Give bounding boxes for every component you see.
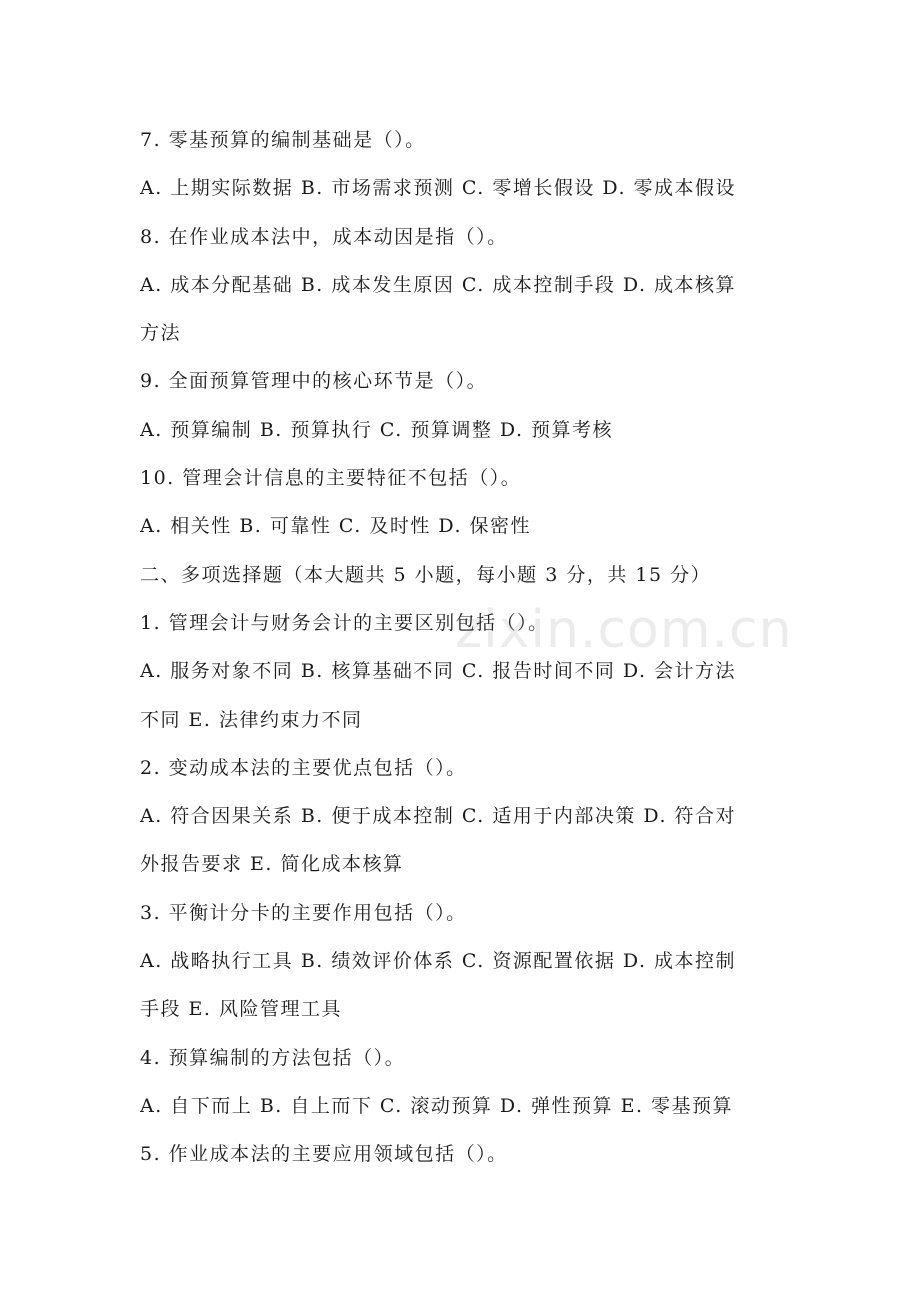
watermark: zixin.com.cn <box>455 600 793 660</box>
text-line: 1. 管理会计与财务会计的主要区别包括（）。 <box>140 611 549 634</box>
text-line: A. 相关性 B. 可靠性 C. 及时性 D. 保密性 <box>140 515 532 538</box>
text-line: 方法 <box>140 322 182 345</box>
text-line: 5. 作业成本法的主要应用领域包括（）。 <box>140 1143 508 1166</box>
text-line: 7. 零基预算的编制基础是（）。 <box>140 129 426 151</box>
text-line: A. 符合因果关系 B. 便于成本控制 C. 适用于内部决策 D. 符合对 <box>140 805 737 828</box>
text-line: 3. 平衡计分卡的主要作用包括（）。 <box>140 901 467 924</box>
text-line: 2. 变动成本法的主要优点包括（）。 <box>140 756 467 779</box>
text-line: A. 自下而上 B. 自上而下 C. 滚动预算 D. 弹性预算 E. 零基预算 <box>140 1094 734 1117</box>
text-line: 10. 管理会计信息的主要特征不包括（）。 <box>140 467 522 490</box>
text-line: 4. 预算编制的方法包括（）。 <box>140 1046 406 1069</box>
text-line: 不同 E. 法律约束力不同 <box>140 708 363 731</box>
text-line: A. 战略执行工具 B. 绩效评价体系 C. 资源配置依据 D. 成本控制 <box>140 950 737 973</box>
section-heading: 二、多项选择题（本大题共 5 小题，每小题 3 分，共 15 分） <box>140 563 712 586</box>
text-line: 外报告要求 E. 简化成本核算 <box>140 853 404 876</box>
text-line: A. 服务对象不同 B. 核算基础不同 C. 报告时间不同 D. 会计方法 <box>140 660 737 683</box>
text-line: 8. 在作业成本法中，成本动因是指（）。 <box>140 225 508 248</box>
text-line: 9. 全面预算管理中的核心环节是（）。 <box>140 370 488 393</box>
text-line: A. 成本分配基础 B. 成本发生原因 C. 成本控制手段 D. 成本核算 <box>140 273 737 296</box>
text-line: 手段 E. 风险管理工具 <box>140 998 342 1021</box>
text-line: A. 预算编制 B. 预算执行 C. 预算调整 D. 预算考核 <box>140 418 614 441</box>
text-line: A. 上期实际数据 B. 市场需求预测 C. 零增长假设 D. 零成本假设 <box>140 177 737 200</box>
